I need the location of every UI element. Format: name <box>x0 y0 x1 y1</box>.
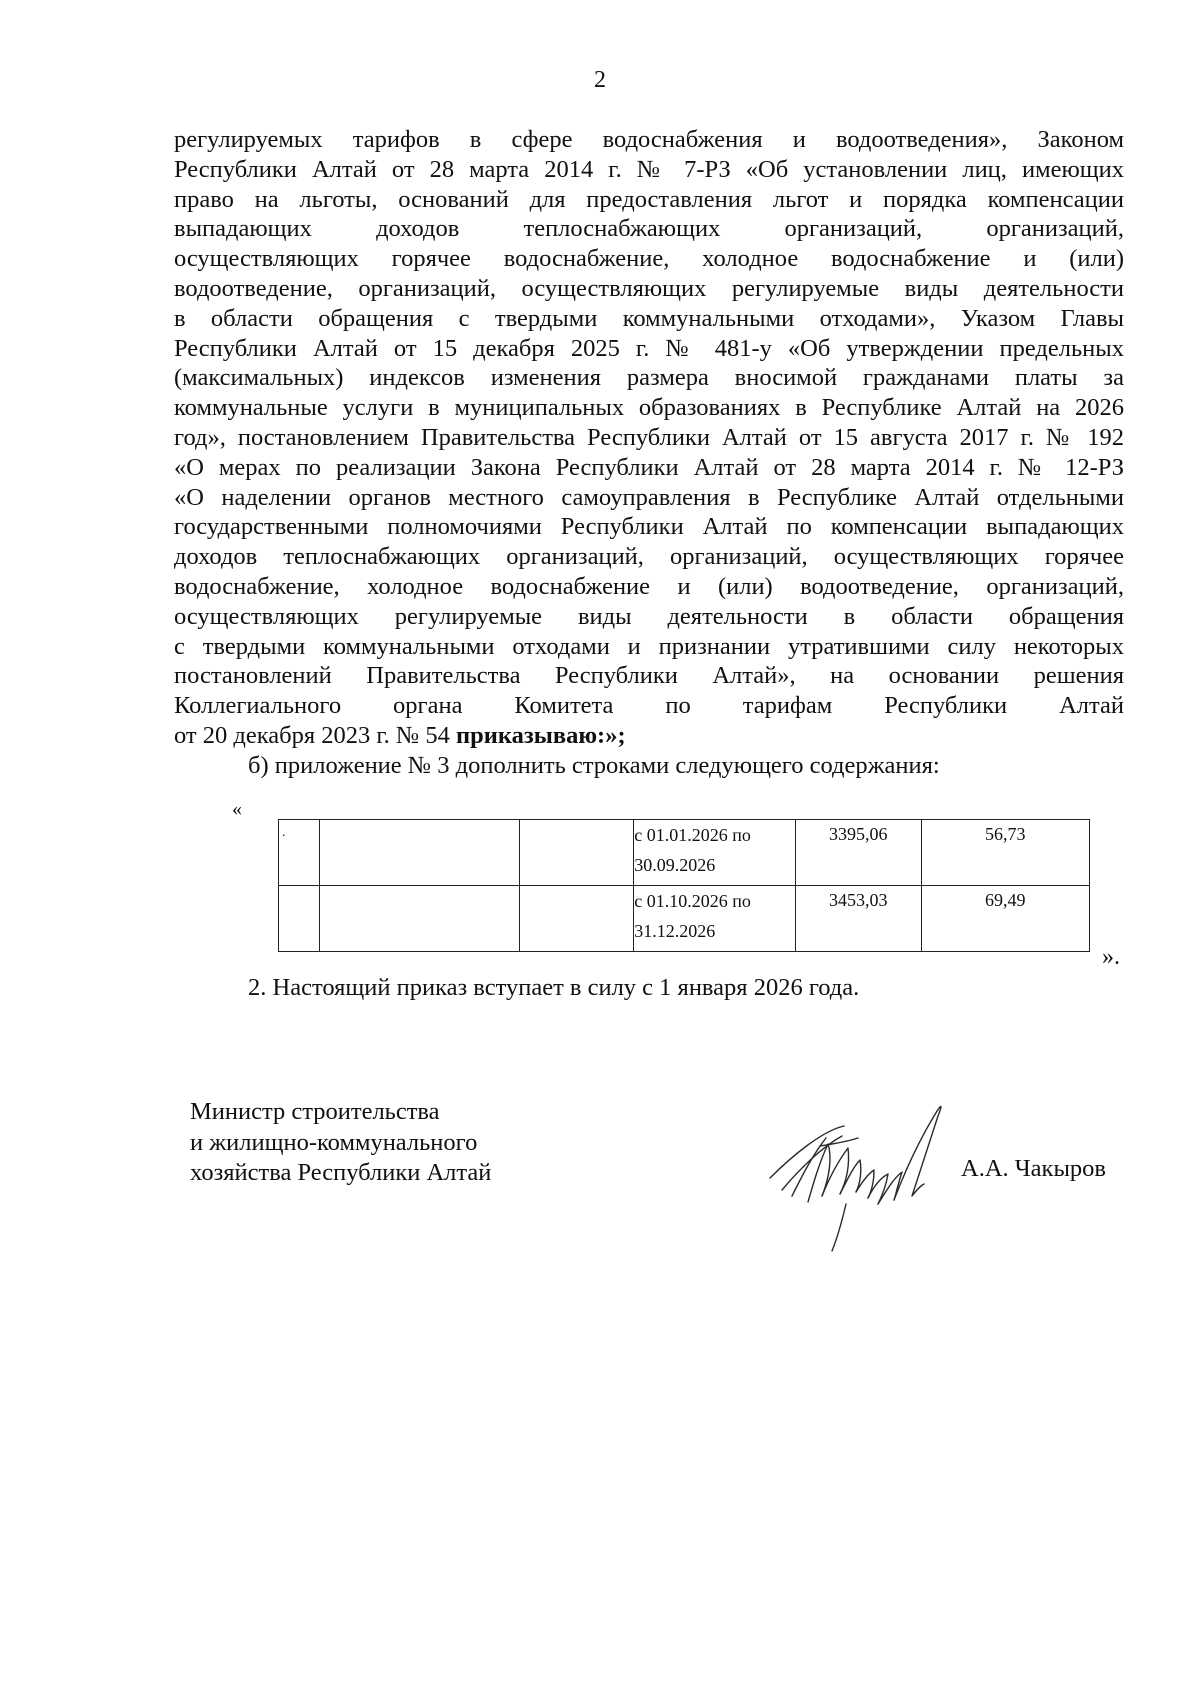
body-line: в области обращения с твердыми коммунальными отходами», Указом Главы <box>174 304 1124 332</box>
period-end: 31.12.2026 <box>634 921 716 941</box>
body-line: Коллегиального органа Комитета по тарифам Республики Алтай <box>174 692 1124 720</box>
body-line: выпадающих доходов теплоснабжающих организаций, организаций, <box>174 215 1124 243</box>
clause-b: б) приложение № 3 дополнить строками следующего содержания: <box>248 751 940 779</box>
table-cell <box>519 820 633 886</box>
closing-quote: ». <box>1102 944 1120 970</box>
value-a-cell: 3395,06 <box>795 820 921 886</box>
final-line-prefix: от 20 декабря 2023 г. № 54 <box>174 721 457 749</box>
period-end: 30.09.2026 <box>634 855 716 875</box>
signer-title-line: хозяйства Республики Алтай <box>190 1159 492 1186</box>
period-cell <box>634 820 796 886</box>
page-number: 2 <box>594 67 606 93</box>
value-b-cell: 69,49 <box>921 886 1089 952</box>
signer-title <box>190 1097 491 1189</box>
final-line-bold: приказываю: <box>456 721 606 749</box>
body-line: водоснабжение, холодное водоснабжение и (или) водоотведение, организаций, <box>174 572 1124 600</box>
signer-title-line: Министр строительства <box>190 1098 440 1125</box>
body-line: (максимальных) индексов изменения размера вносимой гражданами платы за <box>174 364 1124 392</box>
table-cell <box>279 820 320 886</box>
body-line: год», постановлением Правительства Республики Алтай от 15 августа 2017 г. № 192 <box>174 423 1124 451</box>
period-start: с 01.01.2026 по <box>634 825 751 845</box>
body-line: осуществляющих горячее водоснабжение, холодное водоснабжение и (или) <box>174 245 1124 273</box>
clause-2: 2. Настоящий приказ вступает в силу с 1 января 2026 года. <box>248 974 860 1001</box>
table-row <box>279 886 1090 952</box>
body-line: право на льготы, оснований для предоставления льгот и порядка компенсации <box>174 185 1124 213</box>
period-cell <box>634 886 796 952</box>
body-line-final <box>174 721 1124 751</box>
signer-title-line: и жилищно-коммунального <box>190 1128 478 1156</box>
table-cell <box>279 886 320 952</box>
tariff-table <box>278 819 1090 952</box>
body-line: осуществляющих регулируемые виды деятельности в области обращения <box>174 602 1124 630</box>
body-line: доходов теплоснабжающих организаций, организаций, осуществляющих горячее <box>174 543 1124 571</box>
handwritten-signature <box>762 1086 982 1256</box>
table-cell <box>319 820 519 886</box>
row-marker: . <box>282 825 286 840</box>
body-line: с твердыми коммунальными отходами и признании утратившими силу некоторых <box>174 632 1124 660</box>
value-a-cell: 3453,03 <box>795 886 921 952</box>
order-body-text <box>174 125 1124 781</box>
body-line: регулируемых тарифов в сфере водоснабжения и водоотведения», Законом <box>174 126 1124 153</box>
body-line: государственными полномочиями Республики Алтай по компенсации выпадающих <box>174 513 1124 541</box>
signer-name: А.А. Чакыров <box>961 1155 1106 1182</box>
row-marker <box>279 891 282 906</box>
table-cell <box>519 886 633 952</box>
period-start: с 01.10.2026 по <box>634 891 751 911</box>
body-line: Республики Алтай от 28 марта 2014 г. № 7-РЗ «Об установлении лиц, имеющих <box>174 155 1124 183</box>
body-line: «О мерах по реализации Закона Республики Алтай от 28 марта 2014 г. № 12-РЗ <box>174 453 1124 481</box>
table-row <box>279 820 1090 886</box>
final-line-suffix: »; <box>605 721 626 749</box>
body-line: постановлений Правительства Республики Алтай», на основании решения <box>174 662 1124 690</box>
body-line: водоотведение, организаций, осуществляющих регулируемые виды деятельности <box>174 274 1124 302</box>
opening-quote: « <box>232 798 242 820</box>
value-b-cell: 56,73 <box>921 820 1089 886</box>
body-line: Республики Алтай от 15 декабря 2025 г. № 481-у «Об утверждении предельных <box>174 334 1124 362</box>
table-cell <box>319 886 519 952</box>
body-line: коммунальные услуги в муниципальных образованиях в Республике Алтай на 2026 <box>174 394 1124 422</box>
body-line: «О наделении органов местного самоуправления в Республике Алтай отдельными <box>174 483 1124 511</box>
